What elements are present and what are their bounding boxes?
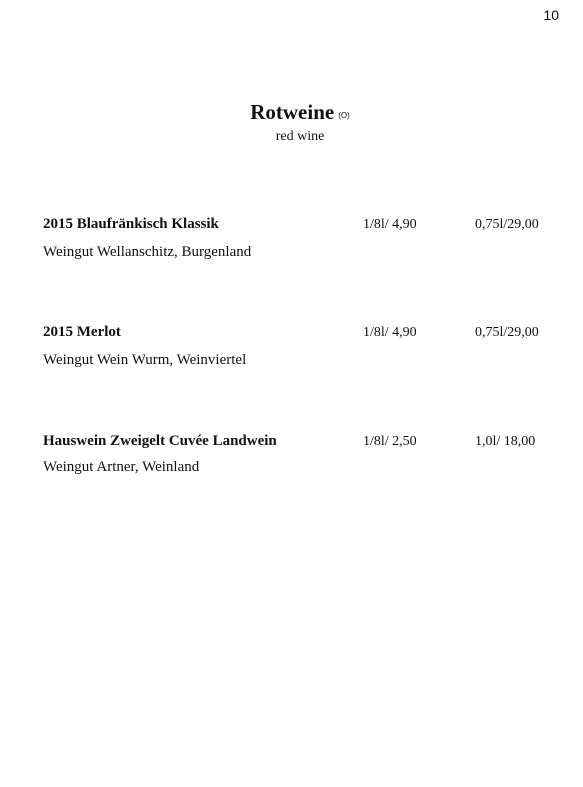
wine-price-bottle: 1,0l/ 18,00 bbox=[475, 434, 536, 449]
section-subtitle: red wine bbox=[275, 129, 325, 144]
wine-name: Hauswein Zweigelt Cuvée Landwein bbox=[43, 433, 277, 449]
wine-price-bottle: 0,75l/29,00 bbox=[475, 325, 539, 340]
title-line bbox=[0, 100, 583, 125]
wine-price-glass: 1/8l/ 4,90 bbox=[363, 217, 417, 232]
page-number: 10 bbox=[543, 7, 559, 23]
wine-producer: Weingut Wein Wurm, Weinviertel bbox=[43, 352, 247, 368]
wine-name: 2015 Merlot bbox=[43, 324, 121, 340]
wine-entry bbox=[43, 324, 553, 374]
wine-producer: Weingut Artner, Weinland bbox=[43, 459, 200, 475]
wine-price-bottle: 0,75l/29,00 bbox=[475, 217, 539, 232]
wine-price-glass: 1/8l/ 4,90 bbox=[363, 325, 417, 340]
wine-price-glass: 1/8l/ 2,50 bbox=[363, 434, 417, 449]
title-mark: (O) bbox=[338, 111, 350, 120]
wine-producer: Weingut Wellanschitz, Burgenland bbox=[43, 244, 252, 260]
section-title: Rotweine bbox=[250, 100, 335, 124]
section-header bbox=[0, 100, 583, 145]
wine-entry bbox=[43, 433, 553, 483]
wine-name: 2015 Blaufränkisch Klassik bbox=[43, 216, 219, 232]
wine-entry bbox=[43, 216, 553, 266]
